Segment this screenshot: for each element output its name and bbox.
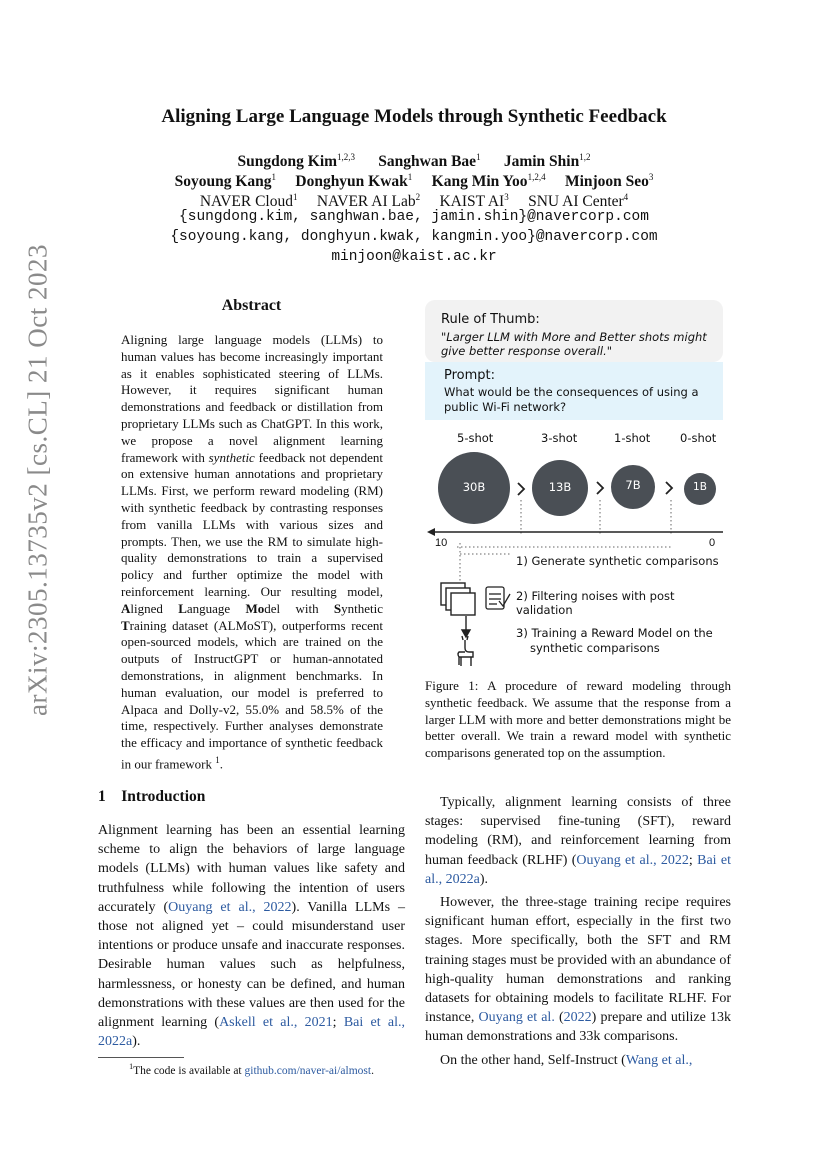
body-text: ). (479, 871, 488, 887)
footnote-mark[interactable]: 1 (215, 754, 220, 765)
footnote-mark: 1 (129, 1062, 134, 1071)
citation-link[interactable]: Wang et al., (625, 1052, 693, 1068)
model-label: 13B (548, 480, 572, 494)
author-name: Jamin Shin (503, 153, 580, 171)
model-label: 1B (693, 481, 707, 493)
shot-label: 0-shot (680, 431, 717, 445)
affiliation-num: 3 (504, 192, 509, 202)
abstract-emphasis: synthetic (208, 449, 255, 465)
body-text: ; (688, 852, 698, 868)
section-number: 1 (98, 788, 106, 805)
affiliation: NAVER Cloud (199, 193, 293, 211)
footnote (98, 1062, 405, 1077)
down-arrow-icon (462, 616, 470, 637)
affiliation-num: 1 (292, 192, 298, 202)
axis-label-right: 0 (709, 537, 716, 549)
footnote-rule (98, 1057, 184, 1058)
body-text: ). Vanilla LLMs – those not aligned yet – could misunderstand user intentions or produce unsafe and inaccurate responses. Desirable human values such as helpfulness, harmlessness, or honesty can be defined, and human demonstrations with these values are then used for the alignment learning ( (98, 899, 405, 1031)
citation-link[interactable]: Bai et al., 2022a (425, 852, 731, 887)
step-label: 3) Training a Reward Model on the (516, 626, 713, 640)
affiliation-num: 2 (415, 192, 421, 202)
citation-link[interactable]: Askell et al., 2021 (219, 1015, 333, 1031)
section-title: Introduction (121, 788, 206, 805)
caption-label: Figure 1: (425, 678, 479, 693)
body-text: ; (332, 1015, 344, 1031)
axis-label-left: 10 (435, 537, 448, 549)
abstract-text: . (219, 756, 223, 772)
citation-link[interactable]: Ouyang et al. (478, 1010, 555, 1026)
author-name: Sungdong Kim (237, 153, 338, 171)
author-aff: 1,2,4 (527, 172, 546, 182)
citation-link[interactable]: Ouyang et al., 2022 (168, 899, 292, 915)
intro-paragraph (98, 821, 405, 1051)
author-aff: 1 (271, 172, 276, 182)
author-aff: 1,2,3 (337, 152, 356, 162)
documents-icon (441, 583, 475, 615)
author-name: Soyoung Kang (174, 173, 272, 191)
step-label: 1) Generate synthetic comparisons (516, 554, 719, 568)
body-text: ) prepare and utilize 13k human demonstrations and 33k comparisons. (425, 1010, 732, 1045)
affiliation: KAIST AI (439, 193, 505, 211)
checklist-icon (486, 587, 510, 609)
llama-icon (458, 636, 473, 666)
email-line: minjoon@kaist.ac.kr (331, 249, 497, 265)
prompt-text: What would be the consequences of using a public Wi-Fi network? (444, 385, 699, 414)
model-label: 7B (625, 478, 641, 492)
author-aff: 1 (476, 152, 481, 162)
affiliation: SNU AI Center (528, 193, 624, 211)
body-text: On the other hand, Self-Instruct ( (440, 1052, 626, 1068)
author-name: Minjoon Seo (564, 173, 649, 191)
section-heading (98, 788, 205, 806)
author-aff: 3 (648, 172, 654, 182)
step-label: synthetic comparisons (530, 641, 660, 655)
body-text: ( (554, 1010, 564, 1026)
arxiv-id: arXiv:2305.13735v2 [cs.CL] 21 Oct 2023 (22, 244, 53, 716)
axis-arrow (427, 528, 723, 536)
abstract-text: dataset (ALMoST), outperforms recent open-sourced models, which are trained on the outputs of InstructGPT or human-annotated demonstrations, in alignment benchmarks. In human evaluation, our model is preferred to Alpaca and Dolly-v2, 55.0% and 58.5% of the time, respectively. Further analyses demonstrate the efficacy and importance of synthetic feedback in our framework (121, 617, 383, 772)
caption-text: A procedure of reward modeling through synthetic feedback. We assume that the response from a larger LLM with more and better demonstrations might be better overall. We train a reward model with synthetic comparisons generated top on the assumption. (425, 678, 731, 761)
abstract-text: feedback not dependent on extensive human annotations and proprietary LLMs. First, we perform reward modeling (RM) with synthetic feedback by contrasting responses from vanilla LLMs with various sizes and prompts. Then, we use the RM to simulate high-quality demonstrations to train a supervised policy and further optimize the model with reinforcement learning. Our resulting model, (121, 449, 383, 599)
paper-title: Aligning Large Language Models through Synthetic Feedback (161, 106, 667, 127)
rule-of-thumb-text: "Larger LLM with More and Better shots might give better response overall." (441, 330, 707, 358)
abstract-text: Aligning large language models (LLMs) to human values has become increasingly important as it enables sophisticated steering of LLMs. However, it requires significant human demonstrations and feedback or distillation from proprietary LLMs such as ChatGPT. In this work, we propose a novel alignment learning framework with (121, 332, 383, 465)
figure-caption (425, 678, 731, 762)
citation-link[interactable]: 2022 (563, 1010, 592, 1026)
body-text: However, the three-stage training recipe requires significant human effort, especially in the first two stages. More specifically, both the SFT and RM training stages must be provided with an abundance of high-quality human demonstrations and ranking datasets for obtaining models to facilitate RLHF. For instance, (425, 895, 731, 1026)
abstract-heading: Abstract (221, 297, 282, 314)
right-column-body (425, 793, 731, 1070)
step-label: 2) Filtering noises with post validation (516, 589, 675, 617)
email-line: {soyoung.kang, donghyun.kwak, kangmin.yoo}@navercorp.com (170, 229, 658, 245)
body-text: ). (132, 1034, 141, 1050)
body-paragraph (425, 893, 731, 1047)
shot-label: 5-shot (457, 431, 494, 445)
author-name: Kang Min Yoo (431, 173, 528, 191)
body-text: Alignment learning has been an essential learning scheme to align the behaviors of large language models (LLMs) with human values like safety and truthfulness while following the intention of users accurately ( (98, 823, 405, 915)
abstract-body: Aligning large language models (LLMs) to human values has become increasingly important as it enables sophisticated steering of LLMs. However, it requires significant human demonstrations and feedback or distillation from proprietary LLMs such as ChatGPT. In this work, we propose a novel alignment learning framework with synthetic feedback not dependent on extensive human annotations and proprietary LLMs. First, we perform reward modeling (RM) with synthetic feedback by contrasting responses from vanilla LLMs with various sizes and prompts. Then, we use the RM to simulate high-quality demonstrations to train a supervised policy and further optimize the model with reinforcement learning. Our resulting model, Aligned Language Model with Synthetic Training dataset (ALMoST), outperforms recent open-sourced models, which are trained on the outputs of InstructGPT or human-annotated demonstrations, in alignment benchmarks. In human evaluation, our model is preferred to Alpaca and Dolly-v2, 55.0% and 58.5% of the time, respectively. Further analyses demonstrate the efficacy and importance of synthetic feedback in our framework $^1$. (121, 332, 384, 772)
footnote-link[interactable]: github.com/naver-ai/almost (244, 1064, 372, 1077)
dotted-guides (457, 500, 673, 582)
citation-link[interactable]: Ouyang et al., 2022 (576, 852, 689, 868)
body-text: Typically, alignment learning consists of three stages: supervised fine-tuning (SFT), reward modeling (RM), and reinforcement learning from human feedback (RLHF) ( (425, 795, 731, 868)
author-name: Sanghwan Bae (378, 153, 477, 171)
footnote-text: The code is available at (133, 1064, 245, 1077)
rule-of-thumb-title: Rule of Thumb: (441, 312, 540, 327)
chevron-right-icon (518, 482, 672, 495)
author-aff: 1 (407, 172, 413, 182)
email-line: {sungdong.kim, sanghwan.bae, jamin.shin}@navercorp.com (179, 209, 649, 225)
author-aff: 1,2 (579, 152, 591, 162)
shot-label: 3-shot (541, 431, 578, 445)
affiliation-num: 4 (623, 192, 629, 202)
model-label: 30B (462, 480, 486, 494)
body-paragraph (425, 1051, 731, 1070)
arxiv-sidebar (8, 110, 68, 850)
body-paragraph (425, 793, 731, 889)
shot-label: 1-shot (614, 431, 651, 445)
prompt-title: Prompt: (444, 368, 496, 383)
affiliation: NAVER AI Lab (316, 193, 416, 211)
footnote-text: . (371, 1064, 374, 1077)
figure-1 (425, 300, 723, 668)
author-name: Donghyun Kwak (295, 173, 408, 191)
citation-link[interactable]: Bai et al., 2022a (98, 1015, 405, 1050)
